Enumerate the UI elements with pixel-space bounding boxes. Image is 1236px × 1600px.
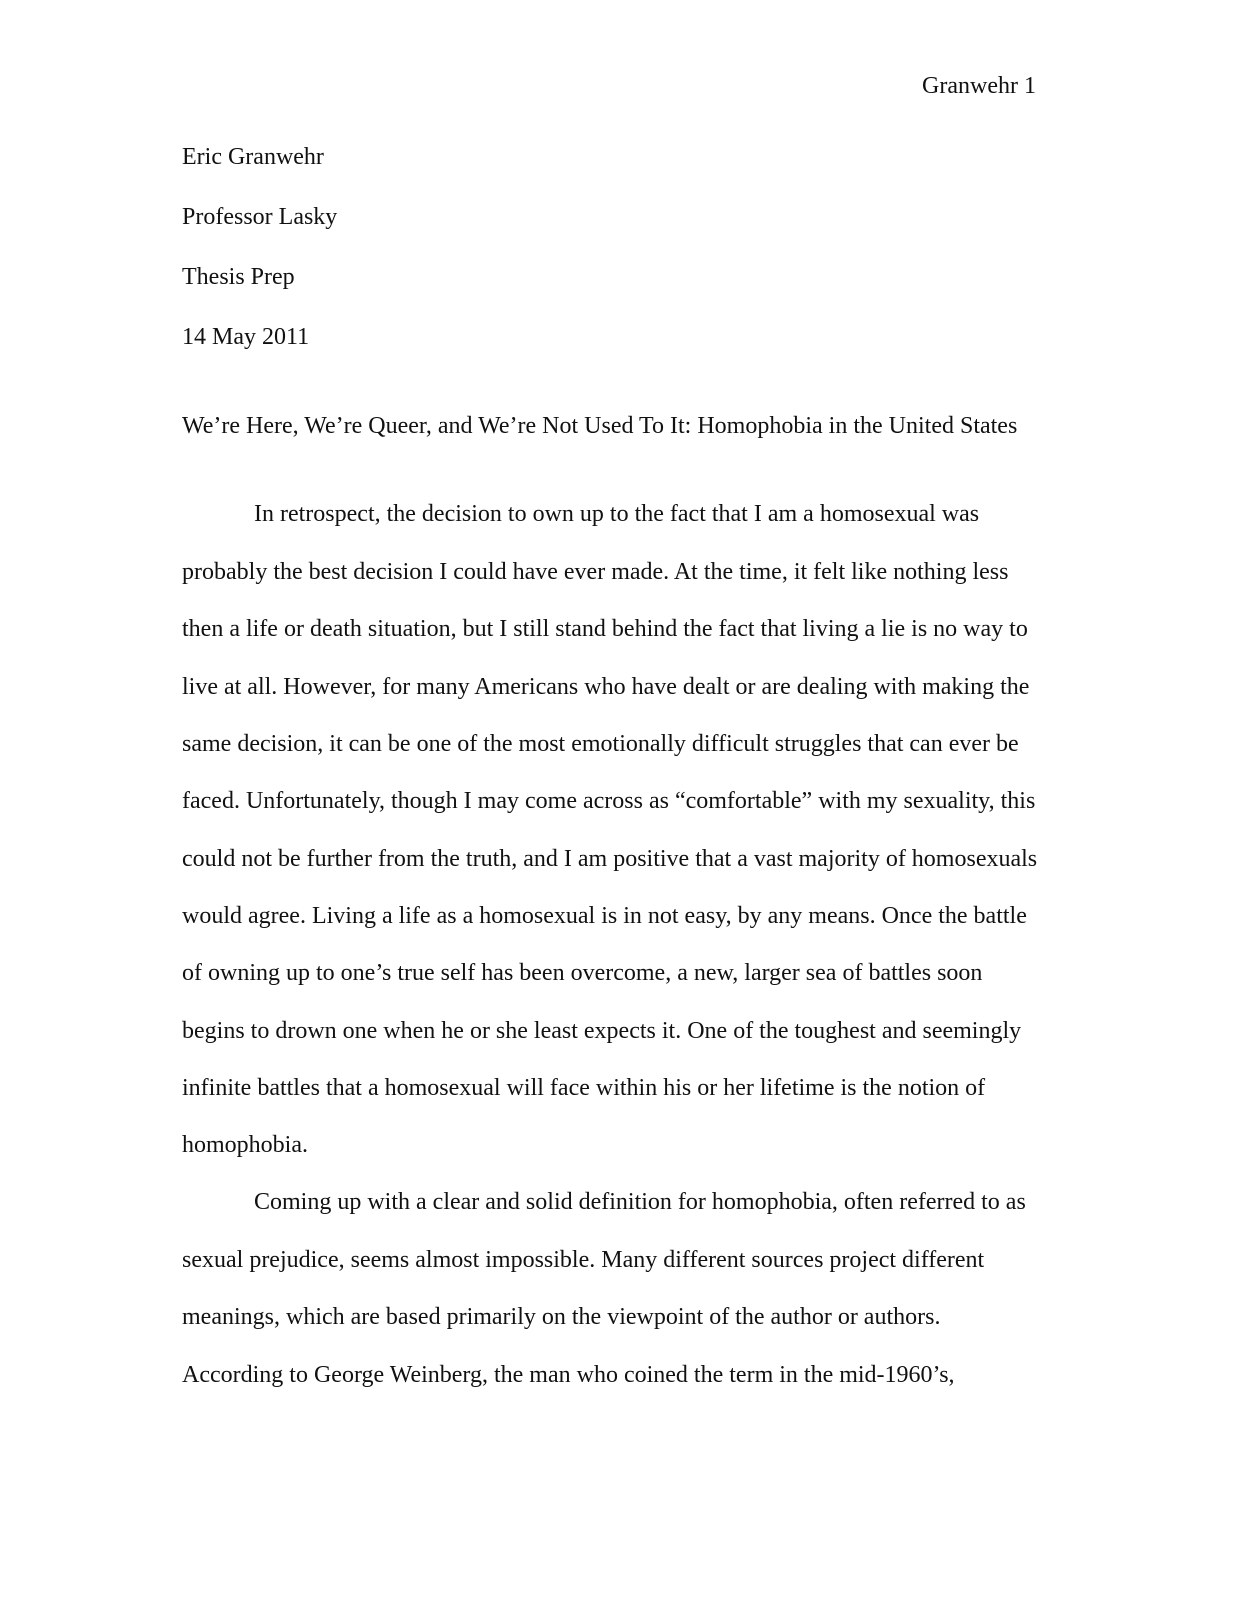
- body-line: homophobia.: [182, 1132, 308, 1158]
- body-line: live at all. However, for many Americans who have dealt or are dealing with making the: [182, 674, 1030, 700]
- body-line: would agree. Living a life as a homosexual is in not easy, by any means. Once the battle: [182, 903, 1027, 929]
- instructor-name: Professor Lasky: [182, 204, 338, 230]
- body-line: probably the best decision I could have ever made. At the time, it felt like nothing less: [182, 559, 1009, 585]
- author-name: Eric Granwehr: [182, 144, 324, 170]
- date: 14 May 2011: [182, 324, 310, 350]
- body-line: faced. Unfortunately, though I may come across as “comfortable” with my sexuality, this: [182, 788, 1036, 814]
- body-line: same decision, it can be one of the most emotionally difficult struggles that can ever be: [182, 731, 1019, 757]
- body-line: In retrospect, the decision to own up to the fact that I am a homosexual was: [254, 501, 980, 527]
- body-line: meanings, which are based primarily on the viewpoint of the author or authors.: [182, 1304, 941, 1330]
- body-line: could not be further from the truth, and I am positive that a vast majority of homosexuals: [182, 846, 1038, 872]
- body-line: of owning up to one’s true self has been overcome, a new, larger sea of battles soon: [182, 960, 983, 986]
- body-line: begins to drown one when he or she least expects it. One of the toughest and seemingly: [182, 1018, 1022, 1044]
- mla-header: [182, 142, 337, 382]
- paper-title: We’re Here, We’re Queer, and We’re Not Used To It: Homophobia in the United States: [182, 413, 1018, 439]
- body-line: sexual prejudice, seems almost impossible. Many different sources project different: [182, 1247, 985, 1273]
- body-line: then a life or death situation, but I still stand behind the fact that living a lie is no way to: [182, 616, 1028, 642]
- course-name: Thesis Prep: [182, 264, 295, 290]
- body-line: Coming up with a clear and solid definition for homophobia, often referred to as: [254, 1189, 1026, 1215]
- body-line: According to George Weinberg, the man who coined the term in the mid-1960’s,: [182, 1362, 955, 1388]
- body-line: infinite battles that a homosexual will face within his or her lifetime is the notion of: [182, 1075, 986, 1101]
- running-head: Granwehr 1: [922, 73, 1036, 99]
